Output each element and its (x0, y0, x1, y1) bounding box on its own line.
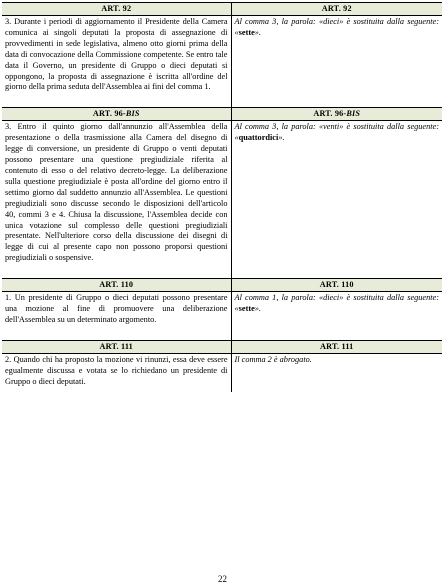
article-heading-left: ART. 96-BIS (2, 108, 231, 121)
amendment-text: Il comma 2 è abrogato. (234, 354, 312, 364)
article-header-row (2, 108, 442, 121)
amendment-bold-value: sette (238, 27, 255, 37)
article-heading-left: ART. 92 (2, 3, 231, 16)
article-heading-right: ART. 96-BIS (231, 108, 442, 121)
article-body-row (2, 16, 442, 98)
article-header-row (2, 340, 442, 353)
article-heading-right: ART. 92 (231, 3, 442, 16)
current-text: 1. Un presidente di Gruppo o dieci deputati possono presentare una mozione al fine di promuovere una deliberazione dell'Assemblea su un determinato argomento. (2, 292, 231, 330)
article-body-row (2, 353, 442, 391)
article-heading-right: ART. 111 (231, 340, 442, 353)
article-heading-left: ART. 110 (2, 279, 231, 292)
article-body-row (2, 121, 442, 268)
amendment-text: Al comma 3, la parola: «venti» è sostituita dalla seguente: «quattordici». (234, 122, 439, 143)
current-text: 3. Entro il quinto giorno dall'annunzio all'Assemblea della presentazione o della trasmissione alla Camera del disegno di legge di conversione, un presidente di Gruppo o venti deputati possono presentare una questione pregiudiziale riferita al contenuto di esso o del relativo decreto-legge. La deliberazione sulla questione pregiudiziale è posta all'ordine del giorno entro il settimo giorno dal suddetto annunzio all'Assemblea. Le questioni pregiudiziali sono discusse secondo le disposizioni dell'articolo 40, commi 3 e 4. Chiusa la discussione, l'Assemblea decide con unica votazione sul complesso delle questioni pregiudiziali presentate. Nell'ulteriore corso della discussione dei disegni di legge di cui al presente capo non possono proporsi questioni pregiudiziali o sospensive. (2, 121, 231, 268)
amendment-text: Al comma 3, la parola: «dieci» è sostituita dalla seguente: «sette». (234, 17, 439, 37)
comparison-table (2, 2, 442, 392)
amendment-bold-value: quattordici (238, 133, 279, 143)
article-header-row (2, 3, 442, 16)
current-text: 3. Durante i periodi di aggiornamento il Presidente della Camera comunica ai singoli deputati la proposta di assegnazione di provvedimenti in sede legislativa, almeno otto giorni prima della data di convocazione della Commissione competente. Se entro tale data il Governo, un presidente di Gruppo o dieci deputati si oppongono, la proposta di assegnazione è iscritta all'ordine del giorno della prima seduta dell'Assemblea ai fini del comma 1. (2, 16, 231, 98)
article-heading-left: ART. 111 (2, 340, 231, 353)
amendment-text: Al comma 1, la parola: «dieci» è sostituita dalla seguente: «sette». (234, 293, 439, 314)
current-text: 2. Quando chi ha proposto la mozione vi rinunzi, essa deve essere egualmente discussa e votata se lo richiedano un presidente di Gruppo o dieci deputati. (2, 353, 231, 391)
page-number: 22 (218, 574, 227, 584)
article-body-row (2, 292, 442, 330)
article-header-row (2, 279, 442, 292)
amendment-bold-value: sette (238, 304, 255, 314)
article-heading-right: ART. 110 (231, 279, 442, 292)
